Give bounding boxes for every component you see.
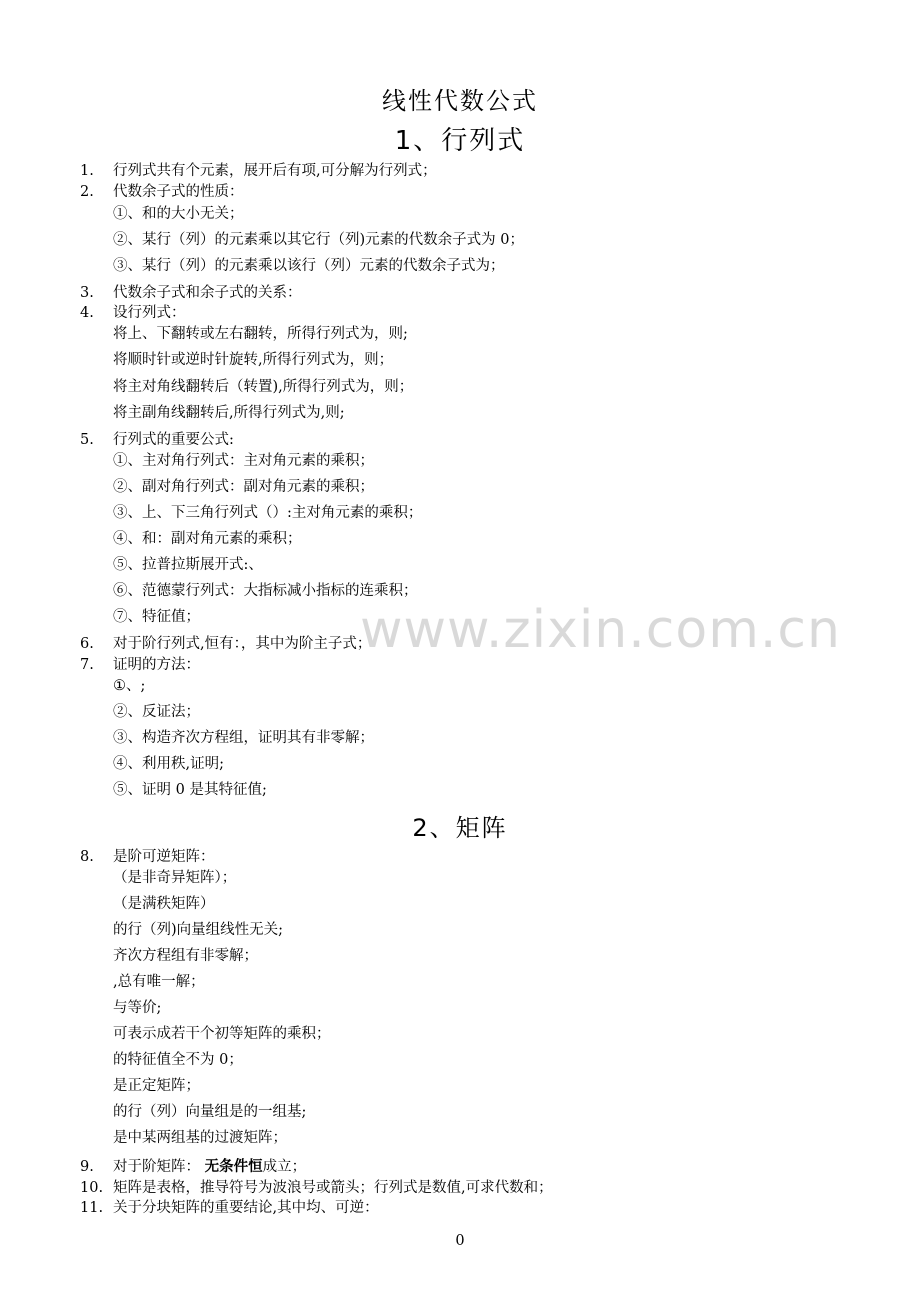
sub-item: 的特征值全不为 0； <box>113 1052 243 1068</box>
sub-item: 是中某两组基的过渡矩阵； <box>113 1130 287 1146</box>
sub-item: 将主副角线翻转后,所得行列式为,则; <box>113 405 345 421</box>
sub-item: ⑥、范德蒙行列式：大指标减小指标的连乘积； <box>113 583 418 599</box>
item-number: 11. <box>80 1200 104 1216</box>
item-text: 对于阶行列式,恒有：，其中为阶主子式； <box>113 636 372 652</box>
sub-item: ②、副对角行列式：副对角元素的乘积； <box>113 479 374 495</box>
item-number: 5. <box>80 432 94 448</box>
item-text: 设行列式： <box>113 305 186 321</box>
sub-item: ①、; <box>113 678 146 694</box>
sub-item: 与等价; <box>113 1000 162 1016</box>
sub-item: 的行（列）向量组是的一组基; <box>113 1104 307 1120</box>
sub-item: ③、构造齐次方程组，证明其有非零解； <box>113 730 374 746</box>
document-title: 线性代数公式 <box>382 87 538 115</box>
item-number: 2. <box>80 184 94 200</box>
sub-item: 将主对角线翻转后（转置),所得行列式为，则； <box>113 379 414 395</box>
sub-item: ,总有唯一解； <box>113 974 205 990</box>
sub-item: ④、利用秩,证明; <box>113 756 224 772</box>
item-number: 9. <box>80 1159 94 1175</box>
item-text-part: 对于阶矩阵： <box>113 1159 200 1175</box>
item-text: 关于分块矩阵的重要结论,其中均、可逆： <box>113 1200 379 1216</box>
item-number: 3. <box>80 285 94 301</box>
sub-item: ③、某行（列）的元素乘以该行（列）元素的代数余子式为； <box>113 258 505 274</box>
item-number: 8. <box>80 849 94 865</box>
item-text-emphasis: 无条件恒 <box>204 1158 263 1175</box>
item-number: 6. <box>80 636 94 652</box>
item-text <box>113 1158 306 1176</box>
page-number: 0 <box>455 1233 465 1249</box>
item-text: 证明的方法： <box>113 657 200 673</box>
sub-item: 齐次方程组有非零解； <box>113 948 258 964</box>
sub-item: ①、和的大小无关； <box>113 206 244 222</box>
sub-item: 的行（列)向量组线性无关; <box>113 922 284 938</box>
item-text: 代数余子式的性质： <box>113 184 244 200</box>
sub-item: ⑤、证明 0 是其特征值; <box>113 782 267 798</box>
item-text: 是阶可逆矩阵： <box>113 849 215 865</box>
sub-item: ①、主对角行列式：主对角元素的乘积； <box>113 453 374 469</box>
item-number: 7. <box>80 657 94 673</box>
sub-item: ②、某行（列）的元素乘以其它行（列)元素的代数余子式为 0； <box>113 232 524 248</box>
sub-item: 可表示成若干个初等矩阵的乘积； <box>113 1026 331 1042</box>
sub-item: ②、反证法； <box>113 704 200 720</box>
item-number: 1. <box>80 163 94 179</box>
item-number: 10. <box>80 1180 104 1196</box>
item-text: 行列式的重要公式: <box>113 432 234 448</box>
sub-item: ④、和：副对角元素的乘积； <box>113 531 302 547</box>
sub-item: （是非奇异矩阵）； <box>113 870 237 886</box>
sub-item: ⑤、拉普拉斯展开式:、 <box>113 557 263 573</box>
section-heading-matrix: 2、矩阵 <box>412 814 508 842</box>
item-number: 4. <box>80 305 94 321</box>
sub-item: 将顺时针或逆时针旋转,所得行列式为，则； <box>113 352 394 368</box>
item-text: 代数余子式和余子式的关系： <box>113 285 302 301</box>
sub-item: （是满秩矩阵） <box>113 896 215 912</box>
item-text: 行列式共有个元素，展开后有项,可分解为行列式； <box>113 163 437 179</box>
sub-item: ⑦、特征值； <box>113 609 200 625</box>
watermark: www.zixin.com.cn <box>360 600 841 660</box>
sub-item: ③、上、下三角行列式（）:主对角元素的乘积； <box>113 505 423 521</box>
item-text-part: 成立； <box>262 1159 307 1175</box>
item-text: 矩阵是表格，推导符号为波浪号或箭头；行列式是数值,可求代数和； <box>113 1180 553 1196</box>
sub-item: 是正定矩阵； <box>113 1078 200 1094</box>
section-heading-determinant: 1、行列式 <box>394 126 526 156</box>
sub-item: 将上、下翻转或左右翻转，所得行列式为，则; <box>113 326 408 342</box>
